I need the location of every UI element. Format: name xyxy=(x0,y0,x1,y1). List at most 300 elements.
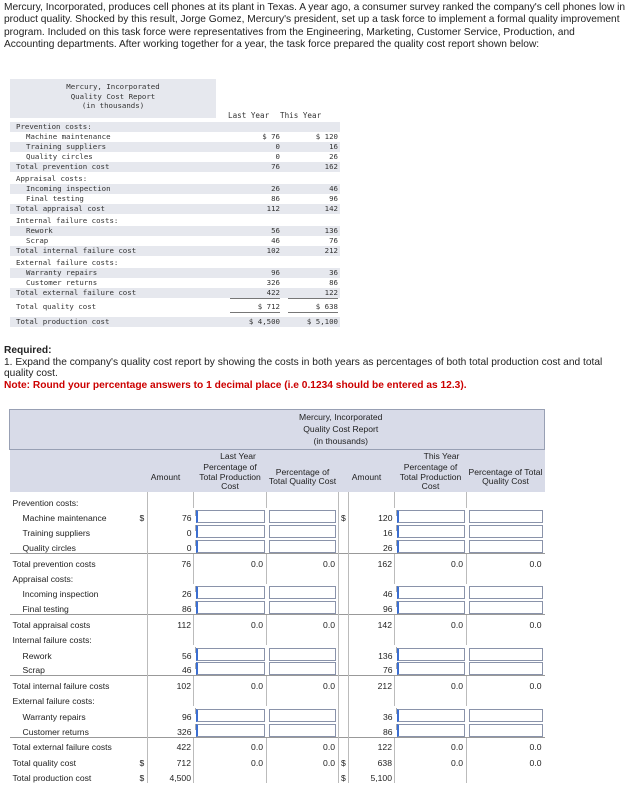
source-row-label: Total internal failure cost xyxy=(16,246,137,255)
currency-last xyxy=(138,645,148,660)
source-row-last-year: 56 xyxy=(271,226,280,235)
source-row-this-year: 136 xyxy=(324,226,338,235)
answer-report-subtitle: Quality Cost Report xyxy=(303,423,379,434)
answer-row xyxy=(10,737,545,752)
source-row xyxy=(10,288,340,298)
row-label: Total appraisal costs xyxy=(10,615,138,630)
pct-quality-box-last[interactable] xyxy=(269,510,337,523)
amount-last[interactable]: 56 xyxy=(148,645,194,660)
pct-quality-value-this: 0.0 xyxy=(467,752,545,767)
source-row-label: Prevention costs: xyxy=(16,122,92,131)
amount-this: 122 xyxy=(349,737,395,752)
source-row-last-year: 46 xyxy=(230,236,280,247)
amount-last xyxy=(148,492,194,507)
amount-last: 4,500 xyxy=(148,768,194,783)
pct-production-value-this: 0.0 xyxy=(395,676,467,691)
source-row-label: Customer returns xyxy=(26,278,98,287)
empty-cell xyxy=(194,630,267,645)
pct-production-box-last[interactable] xyxy=(196,662,265,675)
answer-row xyxy=(10,706,545,721)
group-header-this-year: This Year xyxy=(339,450,545,463)
source-row xyxy=(10,258,340,268)
pct-quality-box-this[interactable] xyxy=(469,662,543,675)
source-row xyxy=(10,194,340,204)
source-row-last-year: $ 4,500 xyxy=(248,317,280,326)
currency-this: $ xyxy=(339,752,349,767)
pct-quality-input-this[interactable] xyxy=(467,599,545,614)
currency-this xyxy=(339,645,349,660)
pct-production-box-this[interactable] xyxy=(397,648,465,661)
source-row-last-year: 326 xyxy=(230,278,280,289)
currency-this: $ xyxy=(339,768,349,783)
source-row-this-year: 86 xyxy=(288,278,338,289)
row-label: Rework xyxy=(22,650,52,661)
source-row-this-year: 212 xyxy=(324,246,338,255)
source-row xyxy=(10,142,340,152)
pct-production-input-last[interactable] xyxy=(194,538,267,553)
empty-cell xyxy=(267,630,339,645)
pct-production-box-last[interactable] xyxy=(196,510,265,523)
answer-row xyxy=(10,661,545,676)
row-label: Total external failure costs xyxy=(10,737,138,752)
pct-quality-input-last[interactable] xyxy=(267,523,339,538)
amount-last: 112 xyxy=(148,615,194,630)
pct-quality-input-last[interactable] xyxy=(267,538,339,553)
pct-production-input-last[interactable] xyxy=(194,508,267,523)
source-row-last-year: 112 xyxy=(266,204,280,213)
currency-last: $ xyxy=(139,757,145,768)
source-row xyxy=(10,317,340,327)
pct-quality-input-this[interactable] xyxy=(467,661,545,676)
col-header-pct-quality-last: Percentage of Total Quality Cost xyxy=(267,462,339,492)
source-row xyxy=(10,246,340,256)
pct-quality-input-this[interactable] xyxy=(467,508,545,523)
source-row-label: Scrap xyxy=(26,236,49,245)
amount-last[interactable]: 96 xyxy=(148,706,194,721)
source-row-last-year: 102 xyxy=(266,246,280,255)
empty-cell xyxy=(395,569,467,584)
note-label: Note: xyxy=(4,379,31,391)
amount-this[interactable]: 36 xyxy=(349,706,395,721)
row-label: External failure costs: xyxy=(12,696,95,707)
source-row xyxy=(10,278,340,288)
source-row-this-year: 142 xyxy=(324,204,338,213)
source-row xyxy=(10,236,340,246)
currency-this xyxy=(339,523,349,538)
source-col-this-year: This Year xyxy=(280,111,322,120)
pct-production-box-this[interactable] xyxy=(397,586,465,599)
pct-production-box-this[interactable] xyxy=(397,724,465,737)
source-row-last-year: 26 xyxy=(271,184,280,193)
source-row-label: Appraisal costs: xyxy=(16,174,88,183)
source-row-this-year: 36 xyxy=(329,268,338,277)
amount-this[interactable]: 96 xyxy=(349,599,395,614)
currency-last xyxy=(138,553,148,568)
row-label: Scrap xyxy=(22,665,45,676)
source-row-this-year: 46 xyxy=(329,184,338,193)
amount-last[interactable]: 0 xyxy=(148,538,194,553)
pct-quality-box-this[interactable] xyxy=(469,540,543,553)
amount-last: 76 xyxy=(148,553,194,568)
source-row-this-year: $ 120 xyxy=(315,132,338,141)
currency-this xyxy=(339,615,349,630)
source-row-this-year: $ 5,100 xyxy=(306,317,338,326)
source-row xyxy=(10,268,340,278)
source-row xyxy=(10,122,340,132)
source-row-this-year: 96 xyxy=(288,194,338,205)
source-row-label: Training suppliers xyxy=(26,142,107,151)
source-row-label: Total external failure cost xyxy=(16,288,137,297)
amount-last: 102 xyxy=(148,676,194,691)
pct-production-input-this[interactable] xyxy=(395,538,467,553)
currency-this xyxy=(339,538,349,553)
empty-cell xyxy=(395,768,467,783)
empty-cell xyxy=(467,492,545,507)
source-row-last-year: $ 712 xyxy=(230,302,280,313)
pct-quality-box-last[interactable] xyxy=(269,662,337,675)
pct-production-input-this[interactable] xyxy=(395,661,467,676)
amount-this[interactable]: 86 xyxy=(349,722,395,737)
source-col-last-year: Last Year xyxy=(228,111,270,120)
amount-this xyxy=(349,492,395,507)
pct-production-input-this[interactable] xyxy=(395,584,467,599)
source-row-label: Total production cost xyxy=(16,317,110,326)
row-label: Prevention costs: xyxy=(12,497,79,508)
currency-last xyxy=(138,599,148,614)
row-label: Final testing xyxy=(22,604,69,615)
source-row-this-year: 162 xyxy=(324,162,338,171)
pct-quality-input-last[interactable] xyxy=(267,661,339,676)
source-row xyxy=(10,226,340,236)
currency-last xyxy=(138,492,148,507)
amount-this[interactable]: 120 xyxy=(349,508,395,523)
pct-production-input-last[interactable] xyxy=(194,584,267,599)
answer-quality-cost-table xyxy=(9,409,545,783)
answer-row xyxy=(10,599,545,614)
amount-last: 712 xyxy=(148,752,194,767)
source-row-this-year: 26 xyxy=(288,152,338,163)
amount-this xyxy=(349,569,395,584)
pct-production-box-last[interactable] xyxy=(196,648,265,661)
required-heading: Required: xyxy=(4,345,52,356)
pct-quality-box-this[interactable] xyxy=(469,709,543,722)
pct-production-value-last: 0.0 xyxy=(194,553,267,568)
pct-production-input-this[interactable] xyxy=(395,706,467,721)
empty-cell xyxy=(395,691,467,706)
amount-last[interactable]: 26 xyxy=(148,584,194,599)
required-item-1: 1. Expand the company's quality cost report by showing the costs in both years as percentages of both total production cost and total quality cost. xyxy=(4,356,603,380)
rounding-note xyxy=(4,380,626,392)
pct-production-box-last[interactable] xyxy=(196,586,265,599)
pct-quality-value-last: 0.0 xyxy=(267,615,339,630)
pct-quality-input-this[interactable] xyxy=(467,584,545,599)
answer-row xyxy=(10,553,545,568)
pct-production-box-last[interactable] xyxy=(196,525,265,538)
pct-quality-input-last[interactable] xyxy=(267,599,339,614)
source-report-title: Mercury, Incorporated xyxy=(66,82,160,91)
pct-production-box-this[interactable] xyxy=(397,601,465,614)
answer-row xyxy=(10,645,545,660)
amount-this[interactable]: 26 xyxy=(349,538,395,553)
pct-production-input-last[interactable] xyxy=(194,599,267,614)
source-row-this-year: 122 xyxy=(288,288,338,299)
empty-cell xyxy=(467,768,545,783)
source-row-this-year: 16 xyxy=(329,142,338,151)
pct-quality-input-this[interactable] xyxy=(467,645,545,660)
amount-this[interactable]: 136 xyxy=(349,645,395,660)
amount-this: 5,100 xyxy=(349,768,395,783)
row-label: Incoming inspection xyxy=(22,589,99,600)
answer-report-units: (in thousands) xyxy=(313,435,368,446)
pct-quality-box-this[interactable] xyxy=(469,510,543,523)
source-row-label: Total prevention cost xyxy=(16,162,110,171)
pct-quality-box-last[interactable] xyxy=(269,709,337,722)
amount-last[interactable]: 0 xyxy=(148,523,194,538)
amount-this xyxy=(349,691,395,706)
answer-row xyxy=(10,523,545,538)
source-report-units: (in thousands) xyxy=(81,101,145,110)
currency-last xyxy=(138,615,148,630)
pct-quality-box-this[interactable] xyxy=(469,525,543,538)
pct-production-input-this[interactable] xyxy=(395,722,467,737)
pct-production-box-this[interactable] xyxy=(397,510,465,523)
amount-last[interactable]: 326 xyxy=(148,722,194,737)
col-header-amount-last: Amount xyxy=(138,462,194,492)
row-label: Total quality cost xyxy=(12,757,77,768)
row-label: Warranty repairs xyxy=(22,711,86,722)
col-header-blank xyxy=(10,462,138,492)
pct-quality-box-this[interactable] xyxy=(469,601,543,614)
empty-cell xyxy=(194,492,267,507)
amount-this[interactable]: 16 xyxy=(349,523,395,538)
pct-production-input-last[interactable] xyxy=(194,661,267,676)
currency-last xyxy=(138,523,148,538)
pct-quality-input-last[interactable] xyxy=(267,706,339,721)
source-row-label: Incoming inspection xyxy=(26,184,111,193)
pct-production-box-last[interactable] xyxy=(196,540,265,553)
empty-cell xyxy=(194,691,267,706)
answer-row xyxy=(10,691,545,706)
source-report-header xyxy=(10,79,216,118)
currency-this xyxy=(339,492,349,507)
pct-quality-box-last[interactable] xyxy=(269,724,337,737)
amount-this: 212 xyxy=(349,676,395,691)
currency-this xyxy=(339,584,349,599)
source-row xyxy=(10,152,340,162)
amount-this: 638 xyxy=(349,752,395,767)
amount-this[interactable]: 46 xyxy=(349,584,395,599)
source-row-last-year: 422 xyxy=(230,288,280,299)
currency-this xyxy=(339,661,349,676)
row-label: Appraisal costs: xyxy=(12,574,74,585)
source-row xyxy=(10,162,340,172)
pct-production-input-this[interactable] xyxy=(395,508,467,523)
answer-report-title: Mercury, Incorporated xyxy=(299,412,383,422)
pct-production-box-last[interactable] xyxy=(196,724,265,737)
amount-last[interactable]: 86 xyxy=(148,599,194,614)
pct-quality-input-last[interactable] xyxy=(267,722,339,737)
pct-quality-input-this[interactable] xyxy=(467,722,545,737)
pct-quality-input-last[interactable] xyxy=(267,508,339,523)
pct-production-box-last[interactable] xyxy=(196,709,265,722)
answer-row xyxy=(10,768,545,783)
source-row-label: Warranty repairs xyxy=(26,268,98,277)
row-label: Total production cost xyxy=(12,772,92,783)
pct-quality-value-this: 0.0 xyxy=(467,676,545,691)
currency-last xyxy=(138,569,148,584)
pct-production-input-last[interactable] xyxy=(194,706,267,721)
amount-this: 142 xyxy=(349,615,395,630)
currency-last xyxy=(138,630,148,645)
group-header-last-year: Last Year xyxy=(138,450,339,463)
pct-quality-value-this: 0.0 xyxy=(467,615,545,630)
source-row-label: Quality circles xyxy=(26,152,93,161)
empty-cell xyxy=(267,768,339,783)
currency-this xyxy=(339,569,349,584)
source-row xyxy=(10,204,340,214)
answer-report-title-block xyxy=(138,410,545,450)
pct-production-value-last: 0.0 xyxy=(194,752,267,767)
answer-row xyxy=(10,630,545,645)
problem-intro: Mercury, Incorporated, produces cell phones at its plant in Texas. A year ago, a consumer survey ranked the company's cell phones low in product quality. Shocked by this result, Jorge Gomez, Mercury's president, set up a task force to implement a formal quality improvement program. Included on this task force were representatives from the Engineering, Marketing, Customer Service, Production, and Accounting departments. After working together for a year, the task force prepared the quality cost report shown below: xyxy=(4,2,626,51)
pct-production-input-last[interactable] xyxy=(194,523,267,538)
empty-cell xyxy=(194,768,267,783)
header-blank xyxy=(10,410,138,450)
pct-production-value-this: 0.0 xyxy=(395,752,467,767)
source-row-this-year: 76 xyxy=(288,236,338,247)
source-row xyxy=(10,302,340,312)
pct-production-box-this[interactable] xyxy=(397,709,465,722)
amount-last xyxy=(148,630,194,645)
currency-this xyxy=(339,737,349,752)
currency-last xyxy=(138,737,148,752)
pct-production-value-last: 0.0 xyxy=(194,615,267,630)
pct-quality-box-this[interactable] xyxy=(469,586,543,599)
answer-table-body xyxy=(10,492,545,783)
currency-this xyxy=(339,706,349,721)
source-row xyxy=(10,216,340,226)
col-header-pct-production-last: Percentage of Total Production Cost xyxy=(194,462,267,492)
row-label: Machine maintenance xyxy=(22,512,107,523)
pct-quality-input-last[interactable] xyxy=(267,584,339,599)
currency-last xyxy=(138,722,148,737)
pct-quality-box-last[interactable] xyxy=(269,601,337,614)
pct-production-value-last: 0.0 xyxy=(194,676,267,691)
source-row-label: External failure costs: xyxy=(16,258,119,267)
pct-production-input-last[interactable] xyxy=(194,645,267,660)
source-row-label: Internal failure costs: xyxy=(16,216,119,225)
pct-quality-box-this[interactable] xyxy=(469,648,543,661)
currency-last xyxy=(138,661,148,676)
amount-last: 422 xyxy=(148,737,194,752)
empty-cell xyxy=(194,569,267,584)
empty-cell xyxy=(395,492,467,507)
source-row-label: Total quality cost xyxy=(16,302,97,311)
pct-production-input-this[interactable] xyxy=(395,599,467,614)
empty-cell xyxy=(467,569,545,584)
row-label: Total prevention costs xyxy=(10,553,138,568)
pct-quality-value-last: 0.0 xyxy=(267,553,339,568)
required-section xyxy=(4,345,626,391)
pct-quality-box-last[interactable] xyxy=(269,586,337,599)
currency-this xyxy=(339,599,349,614)
row-label: Quality circles xyxy=(22,542,76,553)
source-row-last-year: 76 xyxy=(271,162,280,171)
pct-quality-box-last[interactable] xyxy=(269,648,337,661)
amount-last[interactable]: 46 xyxy=(148,661,194,676)
currency-this xyxy=(339,722,349,737)
pct-production-input-this[interactable] xyxy=(395,523,467,538)
pct-production-box-this[interactable] xyxy=(397,662,465,675)
pct-quality-value-last: 0.0 xyxy=(267,737,339,752)
empty-cell xyxy=(267,492,339,507)
source-row-label: Rework xyxy=(26,226,53,235)
pct-quality-input-this[interactable] xyxy=(467,523,545,538)
note-text: Round your percentage answers to 1 decimal place (i.e 0.1234 should be entered as 12.3). xyxy=(32,379,467,391)
currency-last xyxy=(138,691,148,706)
source-row-last-year: 96 xyxy=(271,268,280,277)
pct-quality-value-last: 0.0 xyxy=(267,676,339,691)
amount-this xyxy=(349,630,395,645)
currency-last xyxy=(138,676,148,691)
group-header-blank xyxy=(10,450,138,463)
currency-last xyxy=(138,706,148,721)
amount-last[interactable]: 76 xyxy=(148,508,194,523)
currency-this xyxy=(339,676,349,691)
source-row xyxy=(10,184,340,194)
pct-production-input-last[interactable] xyxy=(194,722,267,737)
col-header-pct-production-this: Percentage of Total Production Cost xyxy=(395,462,467,492)
pct-production-box-last[interactable] xyxy=(196,601,265,614)
currency-this xyxy=(339,553,349,568)
row-label: Customer returns xyxy=(22,726,89,737)
currency-last xyxy=(138,584,148,599)
amount-last xyxy=(148,691,194,706)
pct-quality-box-last[interactable] xyxy=(269,540,337,553)
answer-row xyxy=(10,752,545,767)
pct-quality-value-this: 0.0 xyxy=(467,553,545,568)
source-row-label: Total appraisal cost xyxy=(16,204,105,213)
amount-this[interactable]: 76 xyxy=(349,661,395,676)
pct-production-box-this[interactable] xyxy=(397,525,465,538)
source-row-label: Machine maintenance xyxy=(26,132,111,141)
pct-production-input-this[interactable] xyxy=(395,645,467,660)
empty-cell xyxy=(267,691,339,706)
answer-row xyxy=(10,722,545,737)
answer-row xyxy=(10,569,545,584)
empty-cell xyxy=(467,691,545,706)
source-row xyxy=(10,132,340,142)
pct-production-box-this[interactable] xyxy=(397,540,465,553)
row-label: Total internal failure costs xyxy=(10,676,138,691)
pct-quality-box-this[interactable] xyxy=(469,724,543,737)
pct-quality-input-this[interactable] xyxy=(467,538,545,553)
currency-last: $ xyxy=(139,512,145,523)
empty-cell xyxy=(467,630,545,645)
pct-quality-input-last[interactable] xyxy=(267,645,339,660)
answer-row xyxy=(10,492,545,507)
pct-quality-value-this: 0.0 xyxy=(467,737,545,752)
empty-cell xyxy=(267,569,339,584)
answer-row xyxy=(10,508,545,523)
pct-quality-input-this[interactable] xyxy=(467,706,545,721)
currency-this xyxy=(339,630,349,645)
pct-quality-box-last[interactable] xyxy=(269,525,337,538)
currency-last: $ xyxy=(139,772,145,783)
pct-production-value-last: 0.0 xyxy=(194,737,267,752)
answer-row xyxy=(10,676,545,691)
pct-production-value-this: 0.0 xyxy=(395,553,467,568)
